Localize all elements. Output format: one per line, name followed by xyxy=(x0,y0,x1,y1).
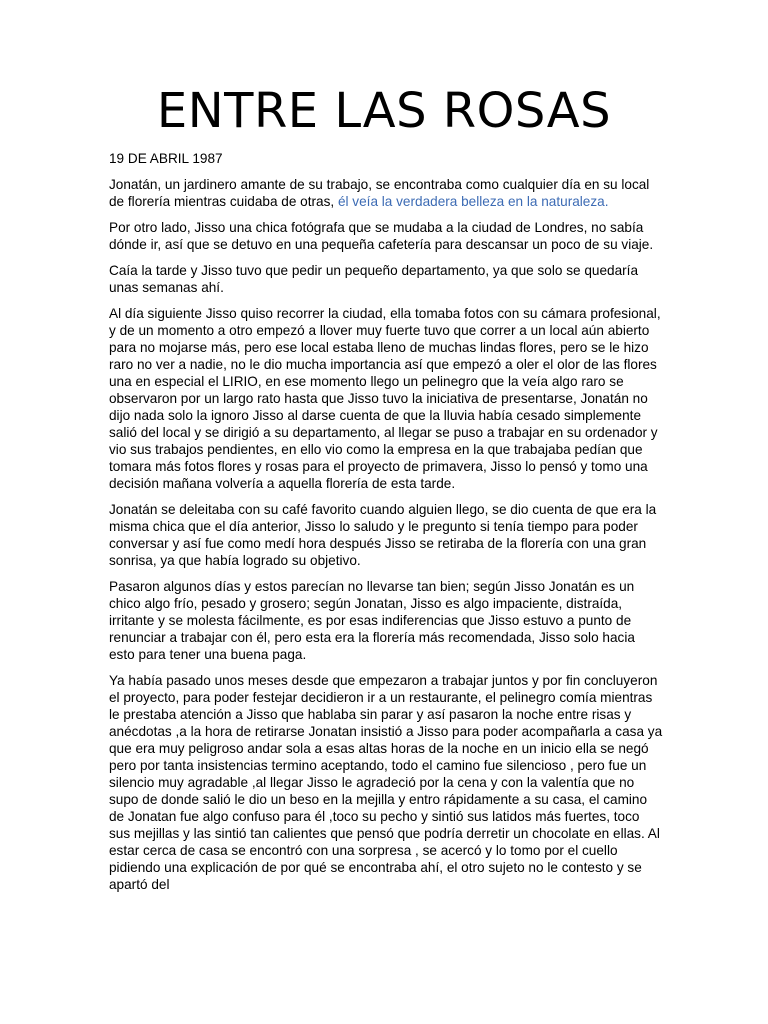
paragraph-7: Ya había pasado unos meses desde que empezaron a trabajar juntos y por fin concluyeron el proyecto, para poder festejar decidieron ir a un restaurante, el pelinegro comía mientras le prestaba atención a Jisso que hablaba sin parar y así pasaron la noche entre risas y anécdotas ,a la hora de retirarse Jonatan insistió a Jisso para poder acompañarla a casa ya que era muy peligroso andar sola a esas altas horas de la noche en un inicio ella se negó pero por tanta insistencias termino aceptando, todo el camino fue silencioso , pero fue un silencio muy agradable ,al llegar Jisso le agradeció por la cena y con la valentía que no supo de donde salió le dio un beso en la mejilla y entro rápidamente a su casa, el camino de Jonatan fue algo confuso para él ,toco su pecho y sintió sus latidos más fuertes, toco sus mejillas y las sintió tan calientes que pensó que podría derretir un chocolate en ellas. Al estar cerca de casa se encontró con una sorpresa , se acercó y lo tomo por el cuello pidiendo una explicación de por qué se encontraba ahí, el otro sujeto no le contesto y se apartó del xyxy=(109,673,663,892)
paragraph-3: Caía la tarde y Jisso tuvo que pedir un pequeño departamento, ya que solo se quedaría unas semanas ahí. xyxy=(109,263,639,295)
document-date: 19 DE ABRIL 1987 xyxy=(109,151,223,166)
paragraph-4: Al día siguiente Jisso quiso recorrer la ciudad, ella tomaba fotos con su cámara profesional, y de un momento a otro empezó a llover muy fuerte tuvo que correr a un local aún abierto para no mojarse más, pero ese local estaba lleno de muchas lindas flores, pero se le hizo raro no ver a nadie, no le dio mucha importancia así que empezó a oler el olor de las flores una en especial el LIRIO, en ese momento llego un pelinegro que la veía algo raro se observaron por un largo rato hasta que Jisso tuvo la iniciativa de presentarse, Jonatán no dijo nada solo la ignoro Jisso al darse cuenta de que la lluvia había cesado simplemente salió del local y se dirigió a su departamento, al llegar se puso a trabajar en su ordenador y vio sus trabajos pendientes, en ello vio como la empresa en la que trabajaba pedían que tomara más fotos flores y rosas para el proyecto de primavera, Jisso lo pensó y tomo una decisión mañana volvería a aquella florería de esta tarde. xyxy=(109,306,661,491)
paragraph-1-text: Jonatán, un jardinero amante de su trabajo, se encontraba como cualquier día en su local de florería mientras cuidaba de otras, xyxy=(109,177,650,209)
paragraph-1-highlight: él veía la verdadera belleza en la naturaleza. xyxy=(337,194,609,209)
document-body xyxy=(109,150,664,902)
document-title: ENTRE LAS ROSAS xyxy=(156,83,612,139)
paragraph-6: Pasaron algunos días y estos parecían no llevarse tan bien; según Jisso Jonatán es un chico algo frío, pesado y grosero; según Jonatan, Jisso es algo impaciente, distraída, irritante y se molesta fácilmente, es por esas indiferencias que Jisso estuvo a punto de renunciar a trabajar con él, pero esta era la florería más recomendada, Jisso solo hacia esto para tener una buena paga. xyxy=(109,579,635,662)
paragraph-2: Por otro lado, Jisso una chica fotógrafa que se mudaba a la ciudad de Londres, no sabía dónde ir, así que se detuvo en una pequeña cafetería para descansar un poco de su viaje. xyxy=(109,220,654,252)
paragraph-1 xyxy=(109,176,664,210)
paragraph-5: Jonatán se deleitaba con su café favorito cuando alguien llego, se dio cuenta de que era la misma chica que el día anterior, Jisso lo saludo y le pregunto si tenía tiempo para poder conversar y así fue como medí hora después Jisso se retiraba de la florería con una gran sonrisa, ya que había logrado su objetivo. xyxy=(109,502,657,568)
